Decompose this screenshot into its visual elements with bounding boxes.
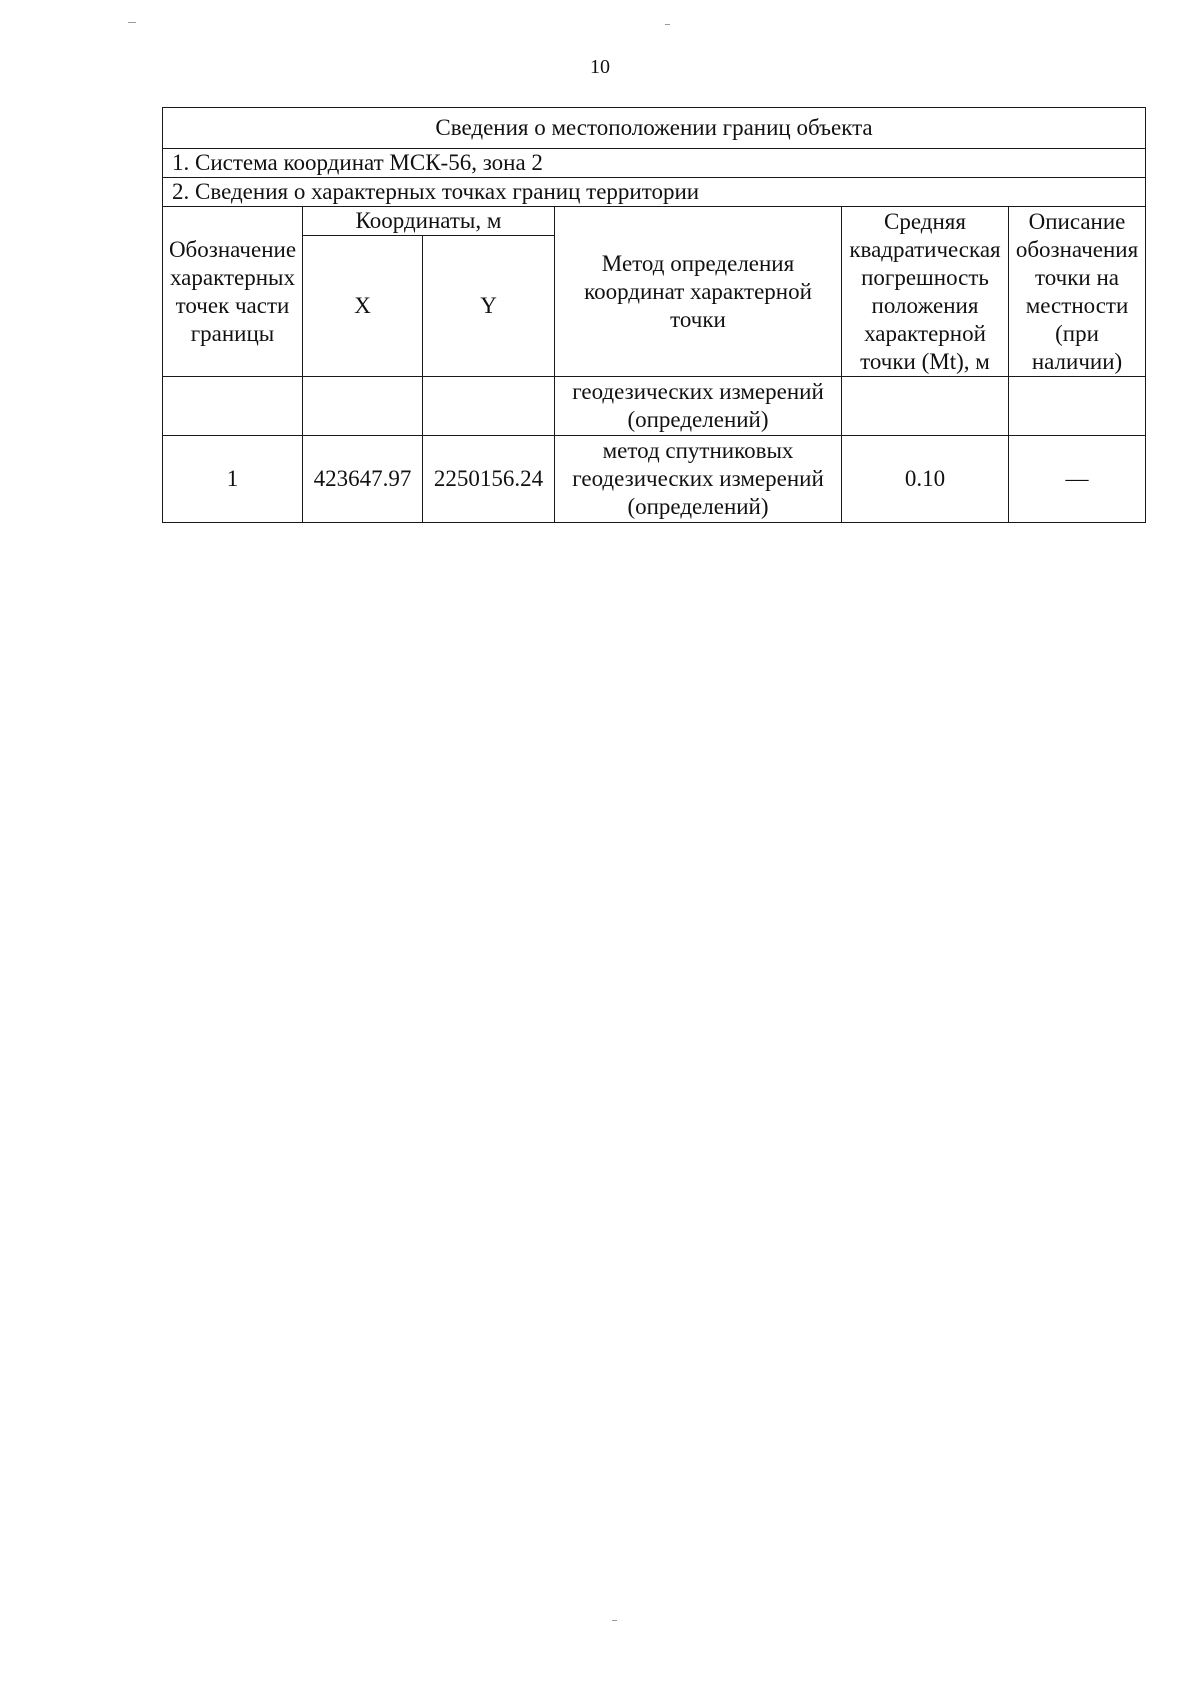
- point-y-cell: 2250156.24: [423, 436, 555, 523]
- scan-speck: [612, 1620, 617, 1621]
- cont-designation-cell: [163, 377, 303, 436]
- coordinate-system-row: 1. Система координат МСК-56, зона 2: [163, 149, 1146, 178]
- cont-x-cell: [303, 377, 423, 436]
- table-title: Сведения о местоположении границ объекта: [163, 108, 1146, 149]
- point-description-cell: —: [1009, 436, 1146, 523]
- cont-y-cell: [423, 377, 555, 436]
- point-designation-cell: 1: [163, 436, 303, 523]
- page-number: 10: [590, 56, 610, 78]
- table-row-continuation: [163, 377, 1146, 436]
- header-point-description: Описание обозначения точки на местности (при наличии): [1009, 207, 1146, 377]
- header-designation: Обозначение характерных точек части границы: [163, 207, 303, 377]
- boundary-points-table: [162, 107, 1146, 523]
- header-y: Y: [423, 236, 555, 377]
- cont-description-cell: [1009, 377, 1146, 436]
- header-coordinates: Координаты, м: [303, 207, 555, 236]
- point-method-cell: метод спутниковых геодезических измерений (определений): [555, 436, 842, 523]
- cont-error-cell: [842, 377, 1009, 436]
- scan-speck: [128, 22, 136, 23]
- point-x-cell: 423647.97: [303, 436, 423, 523]
- cont-method-cell: геодезических измерений (определений): [555, 377, 842, 436]
- table-row: [163, 436, 1146, 523]
- header-x: X: [303, 236, 423, 377]
- point-error-cell: 0.10: [842, 436, 1009, 523]
- boundary-points-section-row: 2. Сведения о характерных точках границ территории: [163, 178, 1146, 207]
- header-mean-square-error: Средняя квадратическая погрешность положения характерной точки (Mt), м: [842, 207, 1009, 377]
- header-method: Метод определения координат характерной точки: [555, 207, 842, 377]
- scan-speck: [665, 24, 670, 25]
